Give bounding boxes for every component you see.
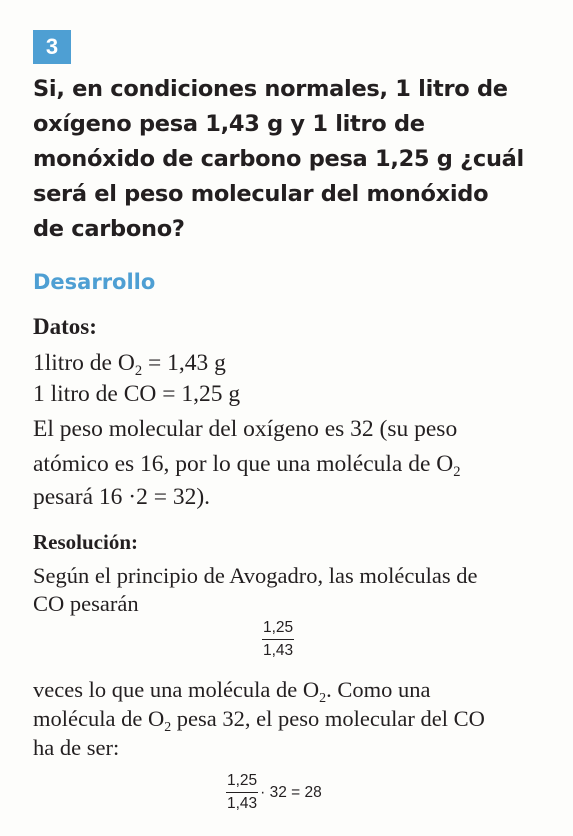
datos-line-1-post: = 1,43 g: [142, 350, 226, 376]
resolucion-line-3-post: . Como una: [326, 677, 431, 702]
result-formula-rest: · 32 = 28: [260, 783, 322, 801]
resolucion-line-4-sub: 2: [164, 719, 172, 735]
ratio-fraction: [262, 619, 294, 660]
result-fraction-denominator: 1,43: [227, 795, 258, 812]
datos-line-1-sub: 2: [134, 363, 143, 380]
resolucion-line-4-pre: molécula de O: [33, 706, 165, 731]
question-line: será el peso molecular del monóxido: [33, 181, 489, 207]
resolucion-line-3: [33, 677, 431, 706]
question-line: oxígeno pesa 1,43 g y 1 litro de: [33, 111, 425, 137]
datos-line-5: pesará 16 ·2 = 32).: [33, 484, 211, 510]
resolucion-line-4-post: pesa 32, el peso molecular del CO: [171, 706, 485, 731]
resolucion-line-3-sub: 2: [319, 690, 327, 706]
question-text: [33, 72, 553, 247]
question-line: Si, en condiciones normales, 1 litro de: [33, 76, 508, 102]
ratio-fraction-denominator: 1,43: [263, 642, 294, 659]
exercise-number-badge: [33, 30, 71, 64]
resolucion-line-2: CO pesarán: [33, 591, 139, 616]
resolucion-line-4: [33, 706, 485, 735]
resolucion-heading: Resolución:: [33, 530, 138, 554]
result-formula: [226, 772, 322, 813]
exercise-number: 3: [45, 34, 59, 59]
datos-line-1-pre: 1litro de O: [33, 350, 135, 376]
datos-line-4-pre: atómico es 16, por lo que una molécula de O: [33, 451, 454, 477]
question-line: monóxido de carbono pesa 1,25 g ¿cuál: [33, 146, 524, 172]
ratio-fraction-numerator: 1,25: [262, 619, 294, 640]
datos-line-4-sub: 2: [453, 464, 461, 481]
resolucion-line-1: Según el principio de Avogadro, las moléculas de: [33, 563, 478, 588]
datos-line-3: El peso molecular del oxígeno es 32 (su peso: [33, 416, 458, 442]
result-fraction-numerator: 1,25: [226, 772, 258, 793]
question-line: de carbono?: [33, 216, 185, 242]
datos-heading: Datos:: [33, 314, 97, 339]
datos-line-4: [33, 451, 461, 481]
resolucion-line-5: ha de ser:: [33, 735, 120, 760]
resolucion-line-3-pre: veces lo que una molécula de O: [33, 677, 320, 702]
datos-line-2: 1 litro de CO = 1,25 g: [33, 381, 241, 407]
datos-line-1: [33, 350, 226, 380]
result-fraction: [226, 772, 258, 813]
section-title: Desarrollo: [33, 270, 156, 294]
